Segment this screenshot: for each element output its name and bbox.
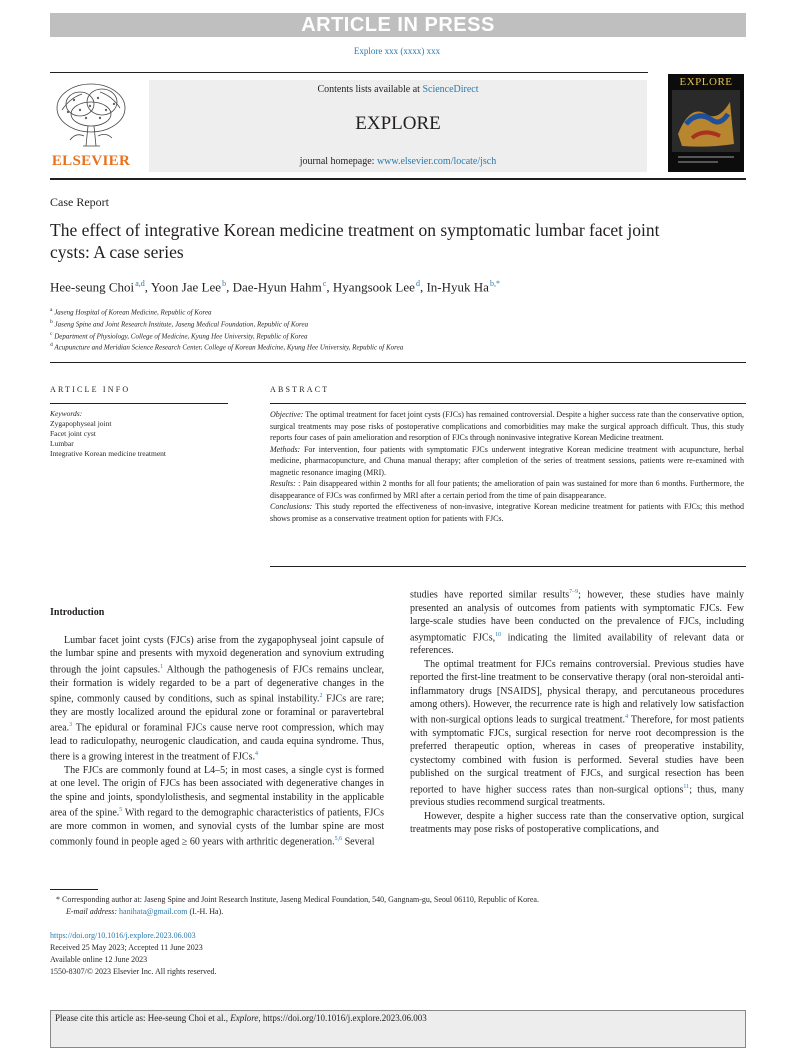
elsevier-wordmark: ELSEVIER bbox=[51, 153, 131, 169]
affiliation: $^b$ Jaseng Spine and Joint Research Institute, Jaseng Medical Foundation, Republic of Korea bbox=[50, 319, 309, 329]
copyright: 1550-8307/© 2023 Elsevier Inc. All rights reserved. bbox=[50, 967, 217, 976]
citation-reference[interactable]: 2 bbox=[319, 692, 323, 699]
citation-text: Please cite this article as: Hee-seung Choi et al., Explore, https://doi.org/10.1016/j.explore.2023.06.003 bbox=[55, 1013, 427, 1023]
keyword: Lumbar bbox=[50, 439, 74, 448]
body-paragraph: However, despite a higher success rate than the conservative option, surgical treatments may pose risks of postoperative complications, and bbox=[410, 810, 744, 836]
sciencedirect-link[interactable]: ScienceDirect bbox=[422, 84, 479, 95]
corresponding-author-footnote: * Corresponding author at: Jaseng Spine and Joint Research Institute, Jaseng Medical Foundation, 540, Gangnam-gu, Seoul 06110, Republic of Korea. E-mail address: hanihata@gmail.com (I.-H. Ha). bbox=[56, 895, 539, 916]
citation-reference[interactable]: 1 bbox=[160, 663, 164, 670]
footnote-rule bbox=[50, 889, 98, 890]
contents-available-line: Contents lists available at ScienceDirect bbox=[317, 84, 479, 95]
body-paragraph: The optimal treatment for FJCs remains controversial. Previous studies have reported the first-line treatment to be conservative therapy (oral non-steroidal anti-inflammatory drugs [NSAIDS], physical therapy, and percutaneous procedures among others). However, the recurrence rate is high and relatively low satisfaction with non-surgical options leads to surgical treatment.$^4$ Therefore, for most patients with symptomatic FJCs, surgical resection for nerve root decompression is the preferred therapeutic option, whereas in cases of preoperative instability, cystectomy combined with fusion is performed. Several studies have been published on the surgical treatment of FJCs, and surgical resection has been reported to have higher success rates than non-surgical options$^{11}$; thus, many previous studies recommend surgical treatments. bbox=[410, 658, 744, 809]
affiliation: $^d$ Acupuncture and Meridian Science Research Center, College of Korean Medicine, Kyung Hee University, Republic of Korea bbox=[50, 342, 404, 352]
email-link[interactable]: hanihata@gmail.com bbox=[119, 907, 188, 916]
journal-reference[interactable]: Explore xxx (xxxx) xxx bbox=[353, 46, 441, 56]
article-info-heading: ARTICLE INFO bbox=[50, 385, 131, 394]
abstract-bottom-rule bbox=[270, 566, 746, 567]
article-type: Case Report bbox=[50, 195, 109, 209]
author-affiliation-marker[interactable]: b,* bbox=[490, 279, 501, 288]
author-affiliation-marker[interactable]: c bbox=[322, 279, 327, 288]
author-list: Hee-seung Choi $^{a,d}$, Yoon Jae Lee $^b$, Dae-Hyun Hahm $^c$, Hyangsook Lee $^d$, In-Hyuk Ha $^{b,*}$ bbox=[50, 279, 501, 295]
author-name: Hee-seung Choi bbox=[50, 279, 135, 295]
journal-homepage-link[interactable]: www.elsevier.com/locate/jsch bbox=[376, 156, 497, 167]
abstract-methods: Methods: For intervention, four patients with symptomatic FJCs underwent integrative Korean medicine treatment with acupuncture, herbal medicine, pharmacopuncture, and Chuna manual therapy; after completion of the series of treatment sessions, patients were re-examined with magnetic resonance imaging (MRI). bbox=[270, 444, 744, 477]
author-name: In-Hyuk Ha bbox=[426, 279, 489, 295]
author-name: Hyangsook Lee bbox=[332, 279, 415, 295]
body-column-left bbox=[50, 634, 384, 849]
doi-link[interactable]: https://doi.org/10.1016/j.explore.2023.06.003 bbox=[50, 931, 196, 940]
abstract-conclusions: Conclusions: This study reported the effectiveness of non-invasive, integrative Korean medicine treatment for patients with FJCs; this method shows promise as a conservative treatment option for patients with FJCs. bbox=[270, 502, 744, 523]
affiliation-divider bbox=[50, 362, 746, 363]
author-name: Dae-Hyun Hahm bbox=[232, 279, 322, 295]
affiliation: $^c$ Department of Physiology, College of Medicine, Kyung Hee University, Republic of Korea bbox=[50, 331, 308, 341]
introduction-heading: Introduction bbox=[50, 607, 105, 618]
publication-info bbox=[50, 930, 217, 978]
author-affiliation-marker[interactable]: a,d bbox=[135, 279, 145, 288]
abstract-heading: ABSTRACT bbox=[270, 385, 330, 394]
received-date: Received 25 May 2023; Accepted 11 June 2023 bbox=[50, 943, 203, 952]
available-online: Available online 12 June 2023 bbox=[50, 955, 148, 964]
author-affiliation-marker[interactable]: b bbox=[222, 279, 227, 288]
author-name: Yoon Jae Lee bbox=[150, 279, 221, 295]
keyword: Integrative Korean medicine treatment bbox=[50, 449, 166, 458]
body-paragraph: The FJCs are commonly found at L4–5; in most cases, a single cyst is formed at one level. The origin of FJCs has been associated with degenerative changes in the spine and joints, spondylolisthesis, and segmental instability in the applicable area of the spine.$^5$ With regard to the demographic characteristics of patients, FJCs are more common in women, and synovial cysts of the lumbar spine are most commonly found in people aged ≥ 60 years with arthritic degeneration.$^{5,6}$ Several bbox=[50, 764, 384, 848]
body-paragraph: studies have reported similar results$^{7-9}$; however, these studies have mainly presented an analysis of outcomes from patients with symptomatic FJCs. Few large-scale studies have been conducted on the prevalence of FJCs, including asymptomatic FJCs,$^{10}$ indicating the limited availability of relevant data or references. bbox=[410, 589, 744, 657]
keyword: Zygapophyseal joint bbox=[50, 419, 112, 428]
abstract-objective: Objective: The optimal treatment for facet joint cysts (FJCs) has remained controversial. Despite a higher success rate than the conservative option, surgical treatments may pose risks of postoperative complications and comorbidities may make the surgical approach difficult. Thus, this study reports four cases of pain amelioration and resorption of FJCs through noninvasive integrative Korean Medicine treatment. bbox=[270, 410, 744, 442]
header-bottom-rule bbox=[50, 178, 746, 180]
journal-homepage-line: journal homepage: www.elsevier.com/locate/jsch bbox=[299, 156, 497, 167]
citation-reference[interactable]: 7–9 bbox=[569, 589, 579, 595]
journal-cover-image bbox=[668, 74, 744, 172]
article-title: The effect of integrative Korean medicine treatment on symptomatic lumbar facet joint cysts: A case series bbox=[50, 220, 660, 262]
citation-reference[interactable]: 10 bbox=[495, 631, 502, 638]
body-paragraph: Lumbar facet joint cysts (FJCs) arise from the zygapophyseal joint capsule of the lumbar spine and presents with myxoid degeneration and synovium extruding through the joint capsules.$^1$ Although the pathogenesis of FJCs remains unclear, their formation is widely regarded to be a part of degenerative changes in the spine, commonly caused by conditions, such as spinal instability.$^2$ FJCs are rare; they are mostly localized around the epidural zone or foraminal or paravertebral area.$^3$ The epidural or foraminal FJCs cause nerve root compression, which may lead to radiculopathy, neurogenic claudication, and cauda equina syndrome. Thus, there is a growing interest in the treatment of FJCs.$^4$ bbox=[50, 635, 384, 763]
citation-reference[interactable]: 3 bbox=[69, 722, 73, 729]
header-top-rule bbox=[50, 72, 648, 73]
citation-reference[interactable]: 4 bbox=[625, 714, 629, 721]
article-info-rule bbox=[50, 403, 228, 404]
abstract-rule bbox=[270, 403, 746, 404]
citation-reference[interactable]: 5 bbox=[119, 807, 123, 814]
keywords-block bbox=[50, 409, 166, 459]
abstract-body bbox=[270, 409, 744, 524]
citation-reference[interactable]: 5,6 bbox=[334, 836, 343, 843]
citation-reference[interactable]: 4 bbox=[254, 751, 258, 758]
journal-name: EXPLORE bbox=[355, 113, 441, 134]
cover-journal-title: EXPLORE bbox=[679, 76, 733, 88]
keyword: Facet joint cyst bbox=[50, 429, 96, 438]
keywords-label: Keywords: bbox=[50, 409, 83, 418]
author-affiliation-marker[interactable]: d bbox=[415, 279, 420, 288]
body-column-right bbox=[410, 586, 744, 837]
article-in-press-banner: ARTICLE IN PRESS bbox=[50, 13, 746, 37]
abstract-results: Results: : Pain disappeared within 2 months for all four patients; the amelioration of pain was sustained for more than 6 months. Furthermore, the disappearance of FJCs was confirmed by MRI after a certain period from the time of pain disappearance. bbox=[270, 479, 744, 500]
affiliation: $^a$ Jaseng Hospital of Korean Medicine, Republic of Korea bbox=[50, 307, 212, 317]
citation-reference[interactable]: 11 bbox=[683, 783, 690, 790]
